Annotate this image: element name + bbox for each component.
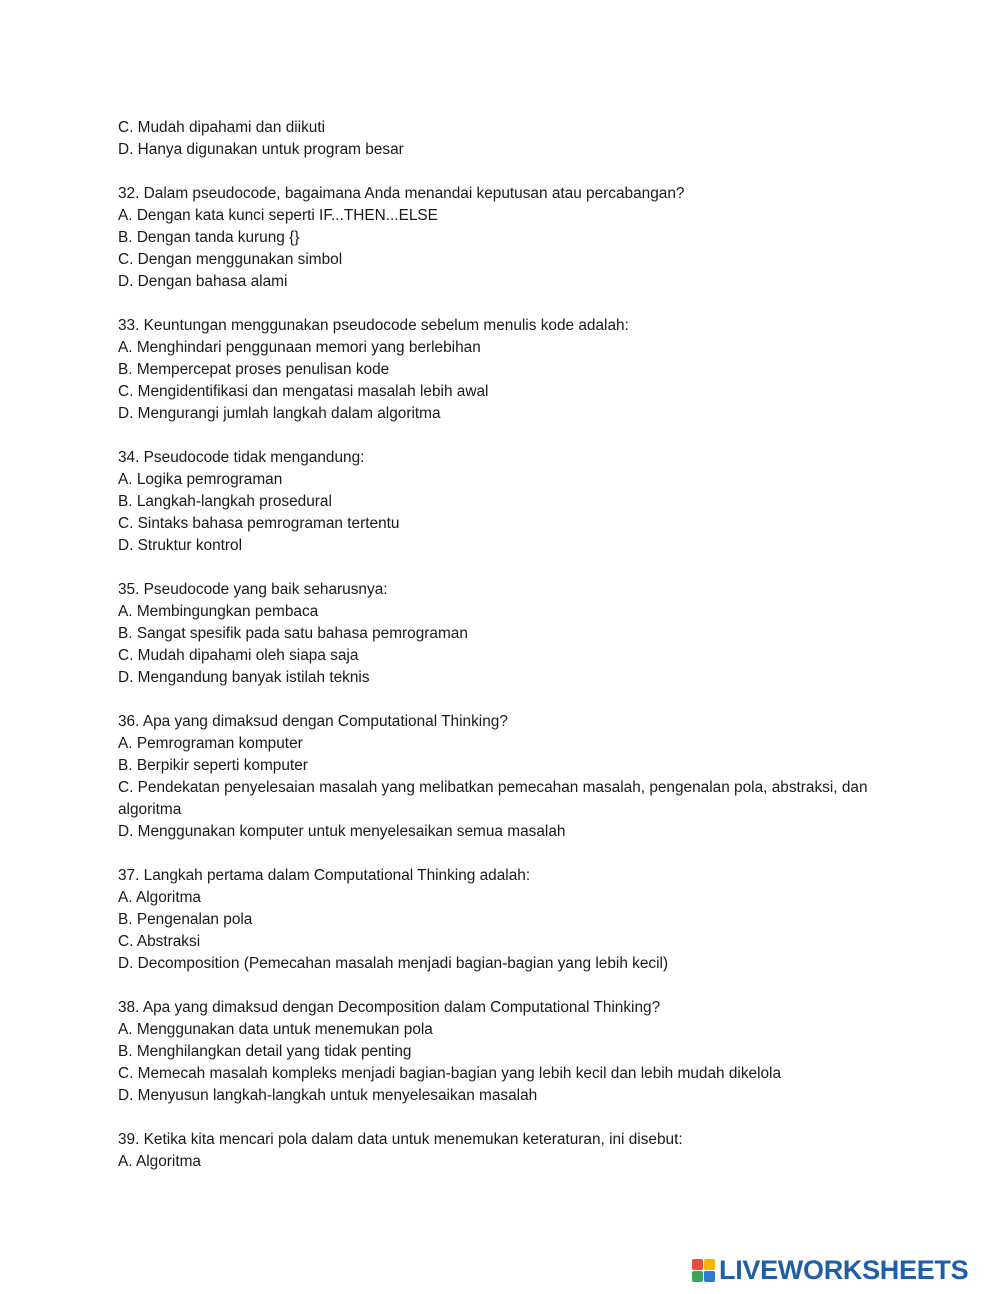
question-34: 34. Pseudocode tidak mengandung:	[118, 449, 365, 466]
option-line: B. Dengan tanda kurung {}	[118, 229, 300, 246]
spacer	[118, 161, 898, 183]
logo-tile-i	[704, 1259, 715, 1270]
question-36: 36. Apa yang dimaksud dengan Computational Thinking?	[118, 713, 508, 730]
option-line: D. Decomposition (Pemecahan masalah menjadi bagian-bagian yang lebih kecil)	[118, 955, 669, 972]
option-line: C. Mudah dipahami dan diikuti	[118, 119, 326, 136]
option-line: C. Abstraksi	[118, 933, 201, 950]
option-line: A. Membingungkan pembaca	[118, 603, 319, 620]
question-39: 39. Ketika kita mencari pola dalam data untuk menemukan keteraturan, ini disebut:	[118, 1131, 683, 1148]
question-38: 38. Apa yang dimaksud dengan Decomposition dalam Computational Thinking?	[118, 999, 661, 1016]
option-line: B. Sangat spesifik pada satu bahasa pemrograman	[118, 625, 468, 642]
question-35: 35. Pseudocode yang baik seharusnya:	[118, 581, 388, 598]
question-33: 33. Keuntungan menggunakan pseudocode sebelum menulis kode adalah:	[118, 317, 629, 334]
spacer	[118, 975, 898, 997]
question-list	[118, 117, 898, 1173]
option-line: A. Pemrograman komputer	[118, 735, 303, 752]
option-line: B. Pengenalan pola	[118, 911, 253, 928]
option-line: C. Sintaks bahasa pemrograman tertentu	[118, 515, 400, 532]
logo-tile-l	[692, 1259, 703, 1270]
spacer	[118, 425, 898, 447]
option-line: A. Menggunakan data untuk menemukan pola	[118, 1021, 433, 1038]
option-line: B. Mempercepat proses penulisan kode	[118, 361, 390, 378]
logo-tile-e	[704, 1271, 715, 1282]
logo-tile-v	[692, 1271, 703, 1282]
liveworksheets-logo[interactable]	[692, 1254, 968, 1286]
spacer	[118, 557, 898, 579]
spacer	[118, 689, 898, 711]
option-line: D. Hanya digunakan untuk program besar	[118, 141, 404, 158]
option-line: D. Menggunakan komputer untuk menyelesaikan semua masalah	[118, 823, 566, 840]
spacer	[118, 293, 898, 315]
option-line: A. Dengan kata kunci seperti IF...THEN...ELSE	[118, 207, 438, 224]
option-line: C. Mudah dipahami oleh siapa saja	[118, 647, 359, 664]
spacer	[118, 843, 898, 865]
logo-text: LIVEWORKSHEETS	[719, 1254, 969, 1285]
question-32: 32. Dalam pseudocode, bagaimana Anda menandai keputusan atau percabangan?	[118, 185, 685, 202]
option-line: C. Memecah masalah kompleks menjadi bagian-bagian yang lebih kecil dan lebih mudah dikelola	[118, 1065, 782, 1082]
option-line: A. Menghindari penggunaan memori yang berlebihan	[118, 339, 481, 356]
option-line: C. Dengan menggunakan simbol	[118, 251, 343, 268]
option-line: D. Dengan bahasa alami	[118, 273, 288, 290]
liveworksheets-logo-icon	[692, 1259, 715, 1282]
question-37: 37. Langkah pertama dalam Computational Thinking adalah:	[118, 867, 531, 884]
option-line: D. Menyusun langkah-langkah untuk menyelesaikan masalah	[118, 1087, 538, 1104]
option-line: B. Menghilangkan detail yang tidak penting	[118, 1043, 412, 1060]
option-line: A. Logika pemrograman	[118, 471, 283, 488]
option-line: C. Pendekatan penyelesaian masalah yang melibatkan pemecahan masalah, pengenalan pola, abstraksi, dan algoritma	[118, 779, 868, 818]
option-line: A. Algoritma	[118, 889, 201, 906]
option-line: D. Mengandung banyak istilah teknis	[118, 669, 370, 686]
option-line: A. Algoritma	[118, 1153, 201, 1170]
option-line: D. Struktur kontrol	[118, 537, 243, 554]
option-line: C. Mengidentifikasi dan mengatasi masalah lebih awal	[118, 383, 489, 400]
spacer	[118, 1107, 898, 1129]
option-line: D. Mengurangi jumlah langkah dalam algoritma	[118, 405, 441, 422]
option-line: B. Berpikir seperti komputer	[118, 757, 308, 774]
option-line: B. Langkah-langkah prosedural	[118, 493, 332, 510]
